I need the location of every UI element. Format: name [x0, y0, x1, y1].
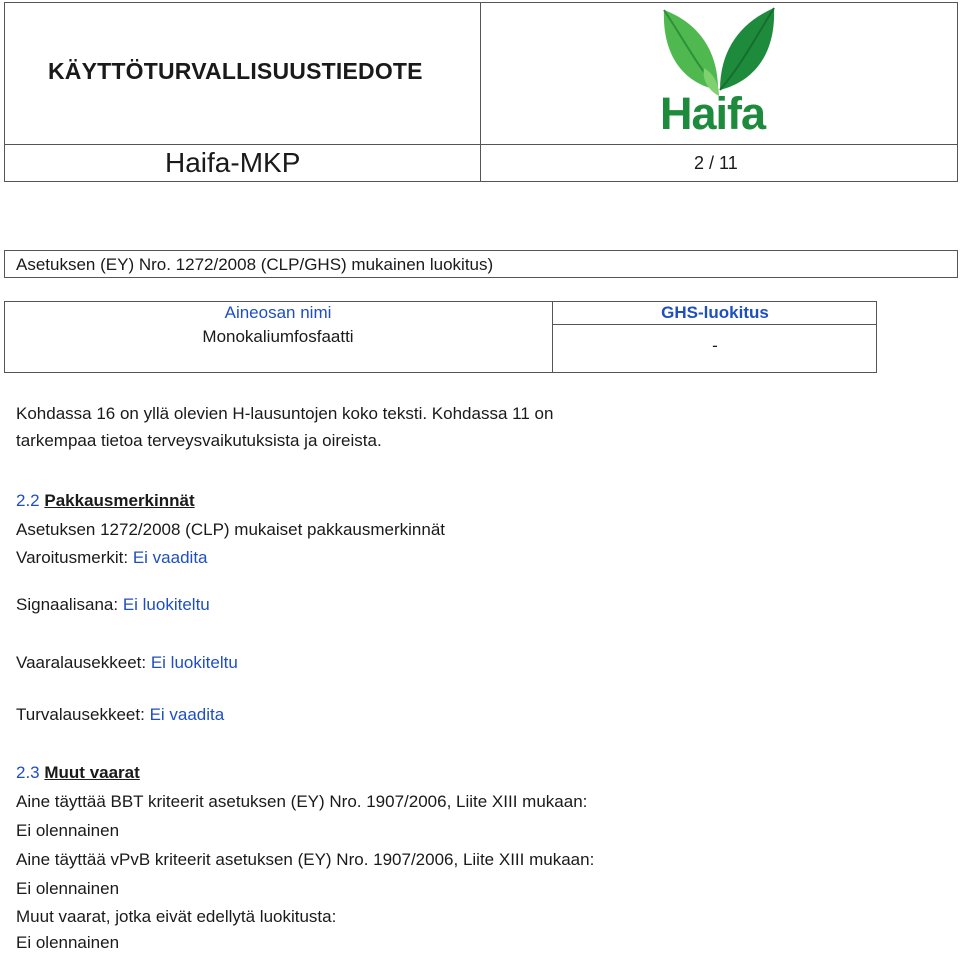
- label-row: [16, 653, 238, 673]
- label-row: [16, 595, 210, 615]
- label-name: Vaaralausekkeet:: [16, 653, 147, 672]
- label-row: [16, 705, 224, 725]
- section-2-3-heading: [16, 763, 140, 783]
- hazard-label: Aine täyttää vPvB kriteerit asetuksen (EY) Nro. 1907/2006, Liite XIII mukaan:: [16, 850, 595, 869]
- page-number: 2 / 11: [694, 153, 738, 173]
- label-value: Ei vaadita: [149, 705, 225, 724]
- hazard-value: Ei olennainen: [16, 879, 120, 898]
- label-name: Varoitusmerkit:: [16, 548, 129, 567]
- product-name: Haifa-MKP: [165, 147, 301, 178]
- col-header-ghs: GHS-luokitus: [661, 303, 769, 322]
- section-number: 2.2: [16, 491, 40, 510]
- classification-heading: Asetuksen (EY) Nro. 1272/2008 (CLP/GHS) mukainen luokitus): [16, 255, 494, 274]
- table-row-divider: [552, 324, 877, 325]
- ghs-value: -: [712, 336, 718, 355]
- hazard-label: Aine täyttää BBT kriteerit asetuksen (EY) Nro. 1907/2006, Liite XIII mukaan:: [16, 792, 588, 811]
- hazard-label: Muut vaarat, jotka eivät edellytä luokitusta:: [16, 907, 337, 926]
- header-divider: [480, 144, 481, 182]
- doc-title: KÄYTTÖTURVALLISUUSTIEDOTE: [48, 58, 423, 84]
- label-row: [16, 548, 208, 568]
- section-number: 2.3: [16, 763, 40, 782]
- section-2-2-heading: [16, 491, 195, 511]
- label-value: Ei vaadita: [132, 548, 208, 567]
- label-value: Ei luokiteltu: [122, 595, 210, 614]
- section-title: Muut vaarat: [44, 763, 140, 782]
- label-name: Turvalausekkeet:: [16, 705, 145, 724]
- section-2-2-subtitle: Asetuksen 1272/2008 (CLP) mukaiset pakkausmerkinnät: [16, 520, 446, 539]
- ingredient-name: Monokaliumfosfaatti: [202, 327, 354, 346]
- hazard-value: Ei olennainen: [16, 821, 120, 840]
- label-value: Ei luokiteltu: [150, 653, 238, 672]
- hazard-value: Ei olennainen: [16, 933, 120, 952]
- header-bottom-cell: [4, 144, 958, 182]
- logo-text: Haifa: [660, 88, 766, 139]
- note-line-1: Kohdassa 16 on yllä olevien H-lausuntojen koko teksti. Kohdassa 11 on: [16, 404, 554, 423]
- section-title: Pakkausmerkinnät: [44, 491, 195, 510]
- haifa-logo: [656, 4, 782, 140]
- note-line-2: tarkempaa tietoa terveysvaikutuksista ja oireista.: [16, 431, 382, 450]
- col-header-ingredient: Aineosan nimi: [224, 303, 332, 322]
- label-name: Signaalisana:: [16, 595, 119, 614]
